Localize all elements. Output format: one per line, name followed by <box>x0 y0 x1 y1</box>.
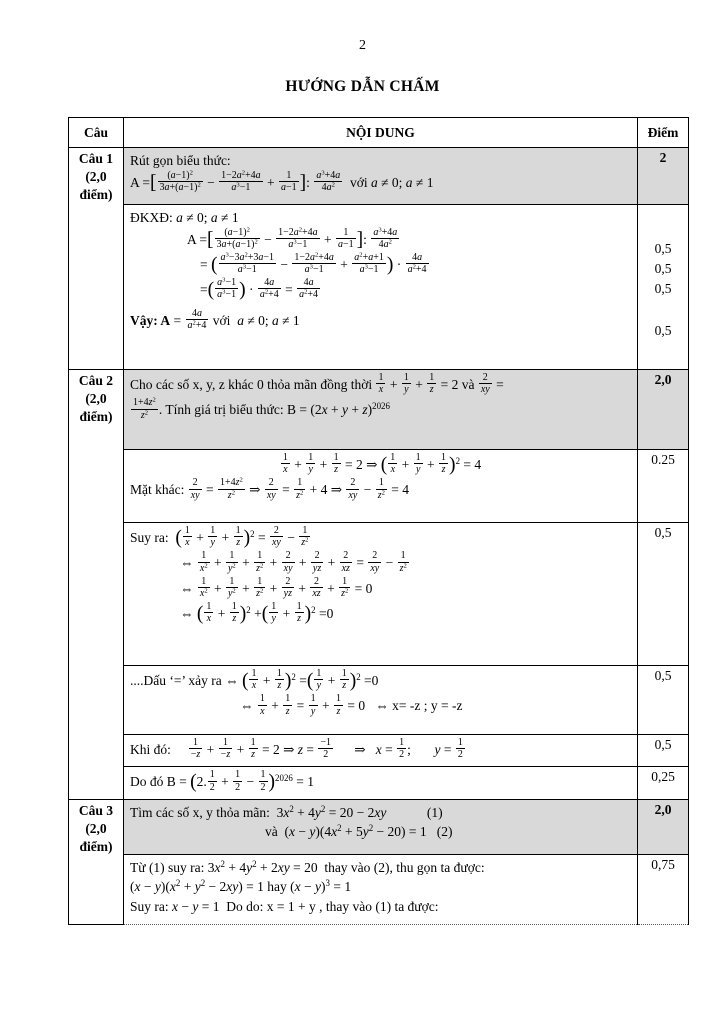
content-line: Từ (1) suy ra: $3x^2 + 4y^2 + 2xy = 20$ thay vào (2), thu gọn ta được: <box>130 858 485 875</box>
content-line: Suy ra: x − y = 1 Do do: x = 1 + y , thay vào (1) ta được: <box>130 898 439 914</box>
content-line: Suy ra: ( $\frac{1}{x}$ + $\frac{1}{y}$ + $\frac{1}{z}$ )$^2$ = $\frac{2}{xy}$ − $\frac{1}{z^2}$ <box>130 525 309 549</box>
points-cell: 2,0 <box>638 799 689 854</box>
content-line: Do đó B = (2. $\frac{1}{2}$ + $\frac{1}{2}$ − $\frac{1}{2}$ )$^{2026}$ = 1 <box>130 769 314 793</box>
points-value: 0,5 <box>654 323 672 338</box>
content-line: = ( $\frac{a^3-3a^2+3a-1}{a^3-1}$ − $\frac{1-2a^2+4a}{a^3-1}$ + $\frac{a^2+a+1}{a^3-1}$ ) · $\frac{4a}{a^2+4}$ <box>200 251 427 276</box>
content-line: $\frac{1}{x}$ + $\frac{1}{y}$ + $\frac{1}{z}$ = 2 ⇒ ( $\frac{1}{x}$ + $\frac{1}{y}$ + $\frac{1}{z}$ )$^2$ = 4 <box>282 452 482 476</box>
content-line: Vậy: A = $\frac{4a}{a^2+4}$ với a ≠ 0; a ≠ 1 <box>130 307 300 331</box>
table-row <box>69 450 689 523</box>
points-cell: 2,0 <box>638 370 689 450</box>
content-line: ⇔ $\frac{1}{x^2}$ + $\frac{1}{y^2}$ + $\frac{1}{z^2}$ + $\frac{2}{yz}$ + $\frac{2}{xz}$ + $\frac{1}{z^2}$ = 0 <box>180 575 373 599</box>
content-line: Cho các số x, y, z khác 0 thỏa mãn đồng thời $\frac{1}{x}$ + $\frac{1}{y}$ + $\frac{1}{z}$ = 2 và $\frac{2}{xy}$ = <box>130 372 504 396</box>
content-cell-cau2-step1 <box>124 450 638 523</box>
table-row <box>69 666 689 735</box>
content-line: $(x - y)(x^2 + y^2 - 2xy) = 1$ hay $(x - y)^3 = 1$ <box>130 878 352 895</box>
header-cell-diem: Điểm <box>638 118 689 148</box>
content-cell-cau2-step2 <box>124 523 638 666</box>
table-row <box>69 205 689 370</box>
table-row <box>69 735 689 767</box>
content-line: ⇔ $\frac{1}{x^2}$ + $\frac{1}{y^2}$ + $\frac{1}{z^2}$ + $\frac{2}{xy}$ + $\frac{2}{yz}$ + $\frac{2}{xz}$ = $\frac{2}{xy}$ − $\frac{1}{z^2}$ <box>180 550 407 574</box>
content-cell-cau2-step3 <box>124 666 638 735</box>
content-line: ....Dấu ‘=’ xảy ra ⇔ ( $\frac{1}{x}$ + $\frac{1}{z}$ )$^2$ =( $\frac{1}{y}$ + $\frac{1}{z}$ )$^2$ =0 <box>130 668 379 692</box>
points-cell: 0.25 <box>638 450 689 523</box>
points-cell: 0,75 <box>638 854 689 924</box>
question-label-cau2: Câu 2 (2,0 điểm) <box>69 370 124 800</box>
content-line: =( $\frac{a^3-1}{a^3-1}$ ) · $\frac{4a}{a^2+4}$ = $\frac{4a}{a^2+4}$ <box>200 276 319 301</box>
content-cell-cau3-problem <box>124 799 638 854</box>
table-row <box>69 523 689 666</box>
table-row <box>69 767 689 799</box>
content-line: và $(x - y)(4x^2 + 5y^2 - 20) = 1$ (2) <box>265 823 453 840</box>
points-value: 0,5 <box>654 281 672 296</box>
content-cell-cau2-step5 <box>124 767 638 799</box>
content-line: ĐKXĐ: a ≠ 0; a ≠ 1 <box>130 210 239 225</box>
content-cell-cau2-step4 <box>124 735 638 767</box>
table-header-row <box>69 118 689 148</box>
content-line: ⇔ $\frac{1}{x}$ + $\frac{1}{z}$ = $\frac{1}{y}$ + $\frac{1}{z}$ = 0 ⇔ x= -z ; y = -z <box>240 693 463 717</box>
page-number: 2 <box>359 38 366 53</box>
points-stack <box>644 207 682 341</box>
question-label-cau1: Câu 1 (2,0 điểm) <box>69 148 124 370</box>
points-cell: 0,5 <box>638 523 689 666</box>
points-cell: 0,5 <box>638 666 689 735</box>
content-line: A =[ $\frac{(a-1)^2}{3a+(a-1)^2}$ − $\frac{1-2a^2+4a}{a^3-1}$ + $\frac{1}{a-1}$ ]: $\frac{a^3+4a}{4a^2}$ với a ≠ 0; a ≠ 1 <box>130 168 434 193</box>
content-cell-cau1-solution <box>124 205 638 370</box>
content-cell-cau3-solution <box>124 854 638 924</box>
content-cell-cau2-problem <box>124 370 638 450</box>
points-cell: 2 <box>638 148 689 205</box>
header-cell-noidung: NỘI DUNG <box>124 118 638 148</box>
table-row <box>69 854 689 924</box>
content-cell-cau1-problem <box>124 148 638 205</box>
content-line: ⇔ ( $\frac{1}{x}$ + $\frac{1}{z}$ )$^2$ +( $\frac{1}{y}$ + $\frac{1}{z}$ )$^2$ =0 <box>180 601 334 625</box>
points-cell: 0,25 <box>638 767 689 799</box>
content-line: Mặt khác: $\frac{2}{xy}$ = $\frac{1+4z^2}{z^2}$ ⇒ $\frac{2}{xy}$ = $\frac{1}{z^2}$ + 4 ⇒ $\frac{2}{xy}$ − $\frac{1}{z^2}$ = 4 <box>130 476 410 501</box>
content-line: Tìm các số x, y thỏa mãn: $3x^2 + 4y^2 = 20 - 2xy$ (1) <box>130 803 443 820</box>
document-title: HƯỚNG DẪN CHẤM <box>285 78 440 95</box>
table-row <box>69 370 689 450</box>
points-value: 0,5 <box>654 261 672 276</box>
table-row <box>69 799 689 854</box>
content-line: Rút gọn biểu thức: <box>130 153 231 168</box>
content-line: A =[ $\frac{(a-1)^2}{3a+(a-1)^2}$ − $\frac{1-2a^2+4a}{a^3-1}$ + $\frac{1}{a-1}$ ]: $\frac{a^3+4a}{4a^2}$ <box>187 225 398 250</box>
grading-table <box>68 117 689 925</box>
table-row <box>69 148 689 205</box>
points-value: 0,5 <box>654 241 672 256</box>
header-cell-cau: Câu <box>69 118 124 148</box>
question-label-cau3: Câu 3 (2,0 điểm) <box>69 799 124 924</box>
content-line: Khi đó: $\frac{1}{-z}$ + $\frac{1}{-z}$ + $\frac{1}{z}$ = 2 ⇒ z = $\frac{-1}{2}$ ⇒ x = $\frac{1}{2}$ ; y = $\frac{1}{2}$ <box>130 737 463 761</box>
points-cell <box>638 205 689 370</box>
content-line: $\frac{1+4z^2}{z^2}$ . Tính giá trị biểu thức: $B = (2x + y + z)^{2026}$ <box>133 396 390 421</box>
points-cell: 0,5 <box>638 735 689 767</box>
